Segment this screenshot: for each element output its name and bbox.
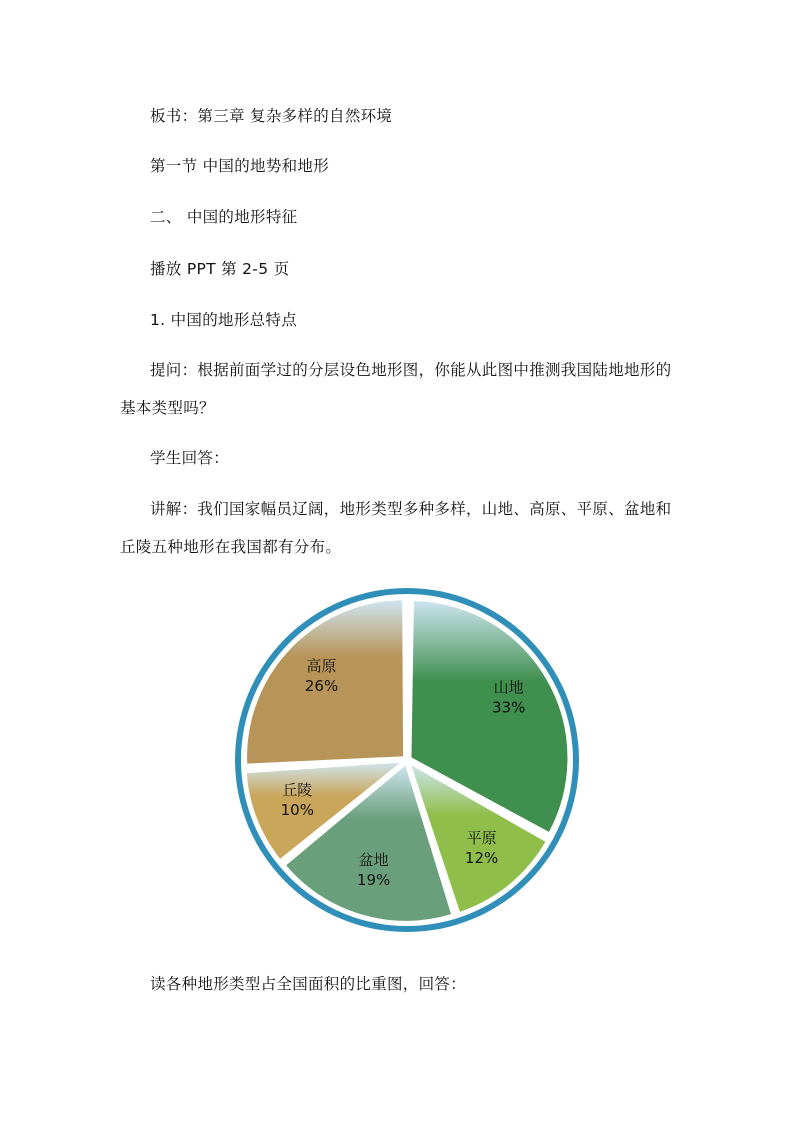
pie-label-name-2: 盆地 — [358, 850, 389, 869]
pie-svg — [232, 585, 582, 935]
pie-label-name-0: 山地 — [493, 678, 524, 697]
pie-label-name-3: 丘陵 — [282, 780, 313, 799]
explain-line-1: 讲解：我们国家幅员辽阔，地形类型多种多样，山地、高原、平原、盆地和 — [150, 500, 672, 518]
pie-label-value-4: 26% — [304, 676, 339, 695]
section-title: 第一节 中国的地势和地形 — [150, 157, 330, 175]
board-note: 板书：第三章 复杂多样的自然环境 — [150, 107, 393, 125]
point-1-heading: 1. 中国的地形总特点 — [150, 311, 298, 329]
pie-label-value-0: 33% — [491, 698, 526, 717]
pie-label-name-4: 高原 — [306, 656, 337, 675]
pie-label-value-2: 19% — [356, 870, 391, 889]
question-line-1: 提问：根据前面学过的分层设色地形图，你能从此图中推测我国陆地地形的 — [150, 361, 672, 379]
explain-line-2: 丘陵五种地形在我国都有分布。 — [120, 538, 342, 556]
terrain-pie-chart — [232, 585, 582, 935]
question-line-2: 基本类型吗？ — [120, 399, 215, 417]
pie-label-name-1: 平原 — [466, 829, 497, 848]
pie-label-value-1: 12% — [464, 849, 499, 868]
ppt-note: 播放 PPT 第 2-5 页 — [150, 260, 290, 278]
student-answer: 学生回答： — [150, 449, 230, 467]
subsection-title: 二、 中国的地形特征 — [150, 208, 298, 226]
pie-label-value-3: 10% — [280, 800, 314, 819]
read-prompt: 读各种地形类型占全国面积的比重图，回答： — [150, 975, 467, 993]
